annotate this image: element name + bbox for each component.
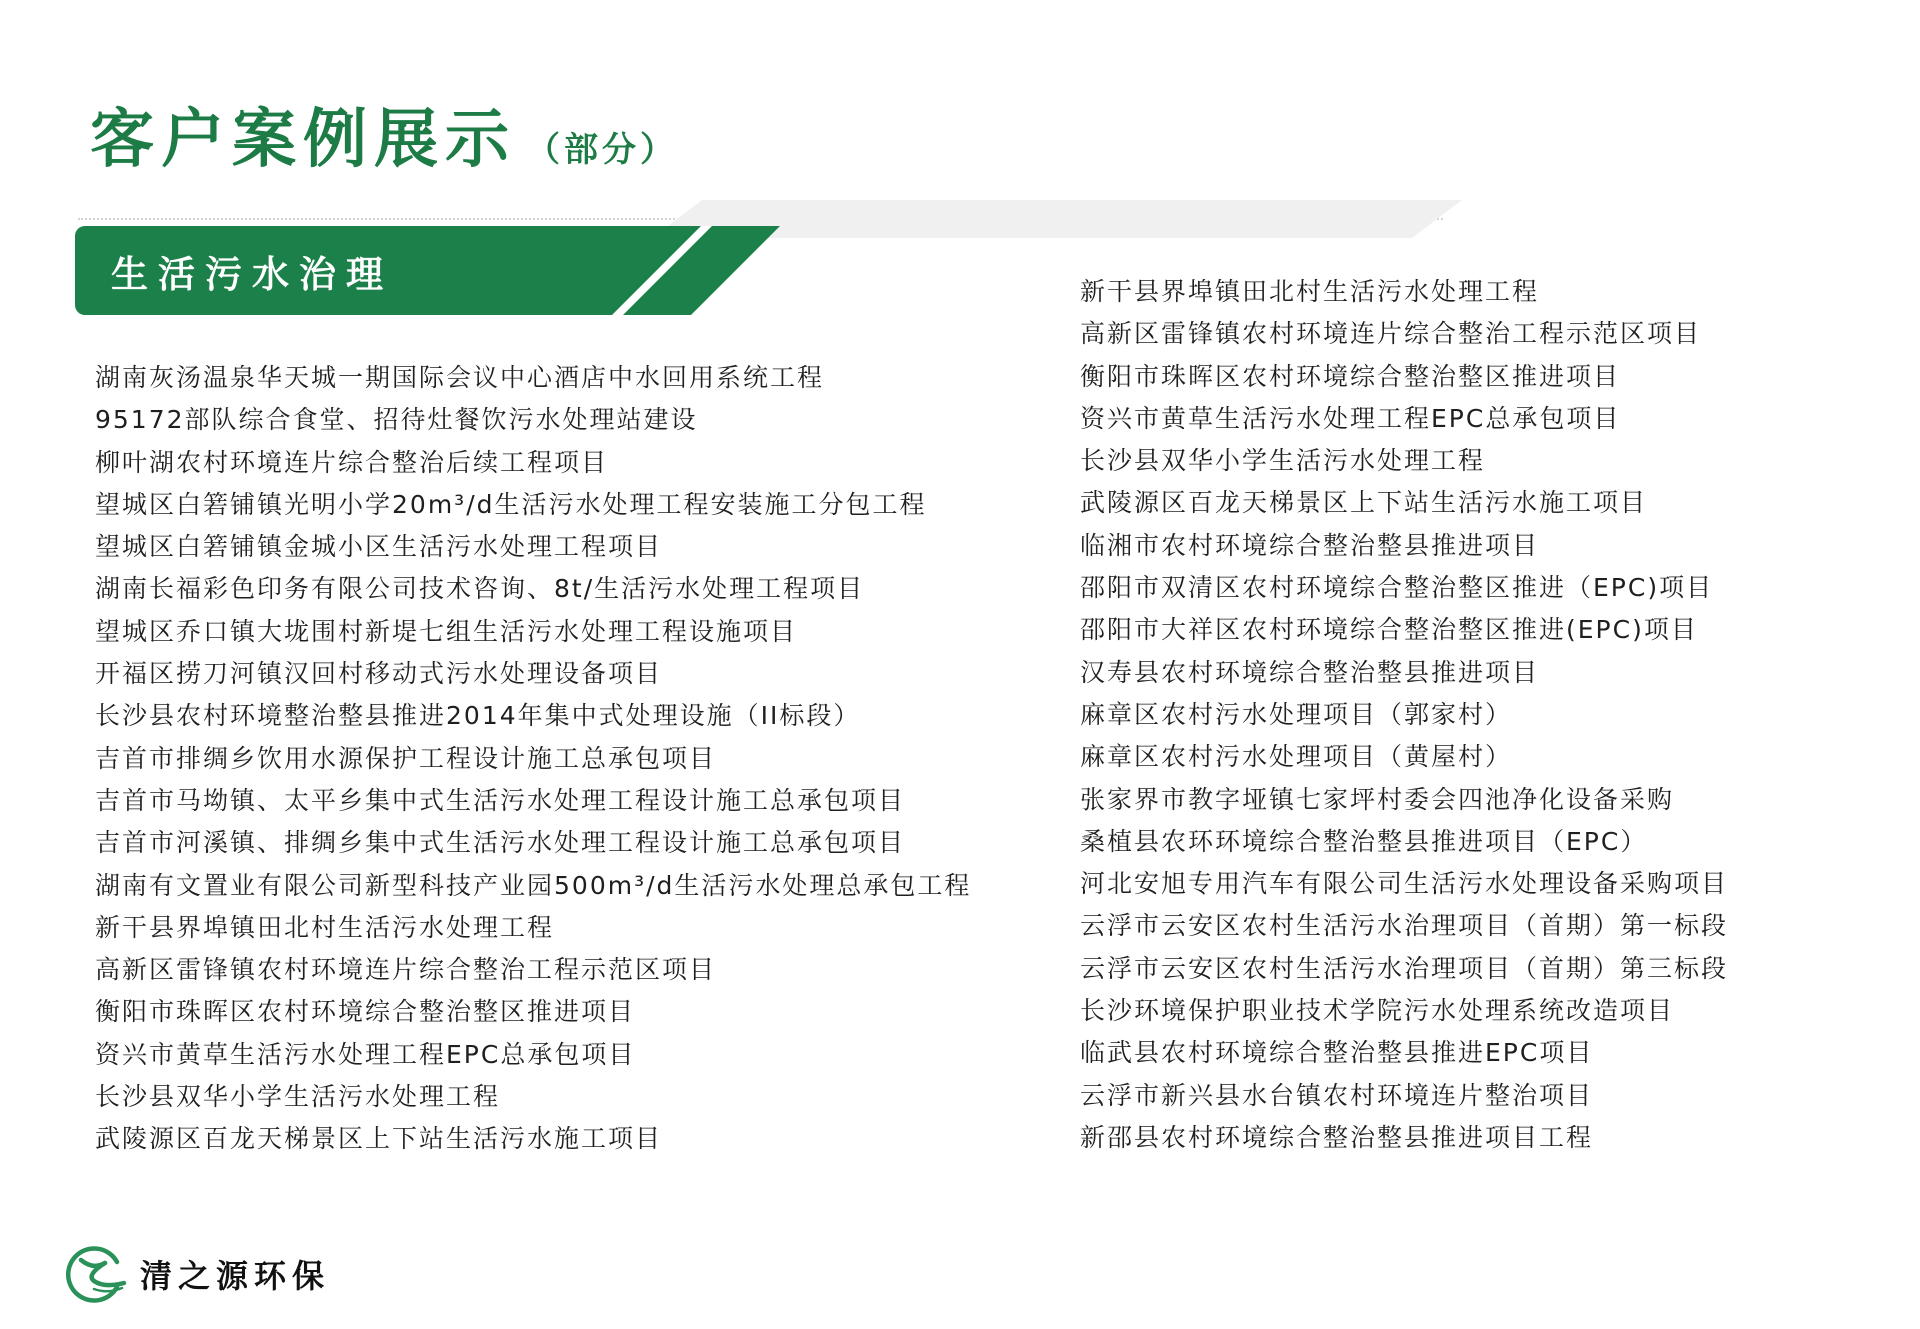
project-item: 云浮市新兴县水台镇农村环境连片整治项目 bbox=[1080, 1080, 1594, 1110]
project-item: 长沙环境保护职业技术学院污水处理系统改造项目 bbox=[1080, 996, 1675, 1026]
project-item: 桑植县农环环境综合整治整县推进项目（EPC） bbox=[1080, 826, 1648, 856]
project-list-right bbox=[1080, 271, 1728, 1159]
project-item: 云浮市云安区农村生活污水治理项目（首期）第三标段 bbox=[1080, 953, 1729, 983]
project-item: 衡阳市珠晖区农村环境综合整治整区推进项目 bbox=[95, 997, 636, 1027]
project-item: 汉寿县农村环境综合整治整县推进项目 bbox=[1080, 657, 1540, 687]
project-item: 95172部队综合食堂、招待灶餐饮污水处理站建设 bbox=[95, 405, 698, 435]
project-item: 新干县界埠镇田北村生活污水处理工程 bbox=[95, 912, 555, 942]
project-item: 临湘市农村环境综合整治整县推进项目 bbox=[1080, 530, 1540, 560]
project-item: 张家界市教字垭镇七家坪村委会四池净化设备采购 bbox=[1080, 784, 1675, 814]
project-item: 望城区白箬铺镇光明小学20m³/d生活污水处理工程安装施工分包工程 bbox=[95, 489, 927, 519]
project-item: 长沙县双华小学生活污水处理工程 bbox=[95, 1082, 501, 1112]
project-item: 长沙县农村环境整治整县推进2014年集中式处理设施（II标段） bbox=[95, 701, 861, 731]
page-title bbox=[90, 88, 678, 180]
project-item: 开福区捞刀河镇汉回村移动式污水处理设备项目 bbox=[95, 659, 663, 689]
company-logo-text: 清之源环保 bbox=[140, 1257, 331, 1295]
project-list-left bbox=[95, 357, 971, 1161]
project-item: 衡阳市珠晖区农村环境综合整治整区推进项目 bbox=[1080, 361, 1621, 391]
section-banner-label: 生活污水治理 bbox=[111, 252, 393, 296]
project-item: 高新区雷锋镇农村环境连片综合整治工程示范区项目 bbox=[1080, 319, 1702, 349]
project-item: 新干县界埠镇田北村生活污水处理工程 bbox=[1080, 277, 1540, 306]
banner-slash-decoration bbox=[607, 222, 716, 320]
project-item: 柳叶湖农村环境连片综合整治后续工程项目 bbox=[95, 447, 609, 477]
project-item: 临武县农村环境综合整治整县推进EPC项目 bbox=[1080, 1038, 1594, 1068]
project-item: 邵阳市双清区农村环境综合整治整区推进（EPC)项目 bbox=[1080, 573, 1714, 603]
project-item: 湖南灰汤温泉华天城一期国际会议中心酒店中水回用系统工程 bbox=[95, 363, 825, 392]
project-item: 望城区白箬铺镇金城小区生活污水处理工程项目 bbox=[95, 532, 663, 562]
project-item: 麻章区农村污水处理项目（黄屋村） bbox=[1080, 742, 1513, 772]
project-item: 麻章区农村污水处理项目（郭家村） bbox=[1080, 699, 1513, 729]
project-item: 河北安旭专用汽车有限公司生活污水处理设备采购项目 bbox=[1080, 869, 1729, 899]
section-banner bbox=[75, 226, 780, 315]
project-item: 资兴市黄草生活污水处理工程EPC总承包项目 bbox=[95, 1039, 636, 1069]
project-item: 武陵源区百龙天梯景区上下站生活污水施工项目 bbox=[95, 1124, 663, 1154]
project-item: 吉首市马坳镇、太平乡集中式生活污水处理工程设计施工总承包项目 bbox=[95, 785, 906, 815]
project-item: 望城区乔口镇大垅围村新堤七组生活污水处理工程设施项目 bbox=[95, 616, 798, 646]
project-item: 湖南长福彩色印务有限公司技术咨询、8t/生活污水处理工程项目 bbox=[95, 574, 865, 604]
project-item: 邵阳市大祥区农村环境综合整治整区推进(EPC)项目 bbox=[1080, 615, 1698, 645]
page-title-suffix: （部分） bbox=[526, 130, 678, 170]
page-title-text: 客户案例展示 bbox=[90, 103, 516, 177]
river-circle-logo-icon bbox=[64, 1242, 128, 1306]
project-item: 武陵源区百龙天梯景区上下站生活污水施工项目 bbox=[1080, 488, 1648, 518]
project-item: 资兴市黄草生活污水处理工程EPC总承包项目 bbox=[1080, 403, 1621, 433]
project-item: 长沙县双华小学生活污水处理工程 bbox=[1080, 446, 1486, 476]
project-item: 新邵县农村环境综合整治整县推进项目工程 bbox=[1080, 1122, 1594, 1152]
project-item: 吉首市河溪镇、排绸乡集中式生活污水处理工程设计施工总承包项目 bbox=[95, 828, 906, 858]
project-item: 高新区雷锋镇农村环境连片综合整治工程示范区项目 bbox=[95, 955, 717, 985]
company-logo bbox=[64, 1242, 330, 1306]
project-item: 吉首市排绸乡饮用水源保护工程设计施工总承包项目 bbox=[95, 743, 717, 773]
project-item: 湖南有文置业有限公司新型科技产业园500m³/d生活污水处理总承包工程 bbox=[95, 870, 972, 900]
project-item: 云浮市云安区农村生活污水治理项目（首期）第一标段 bbox=[1080, 911, 1729, 941]
